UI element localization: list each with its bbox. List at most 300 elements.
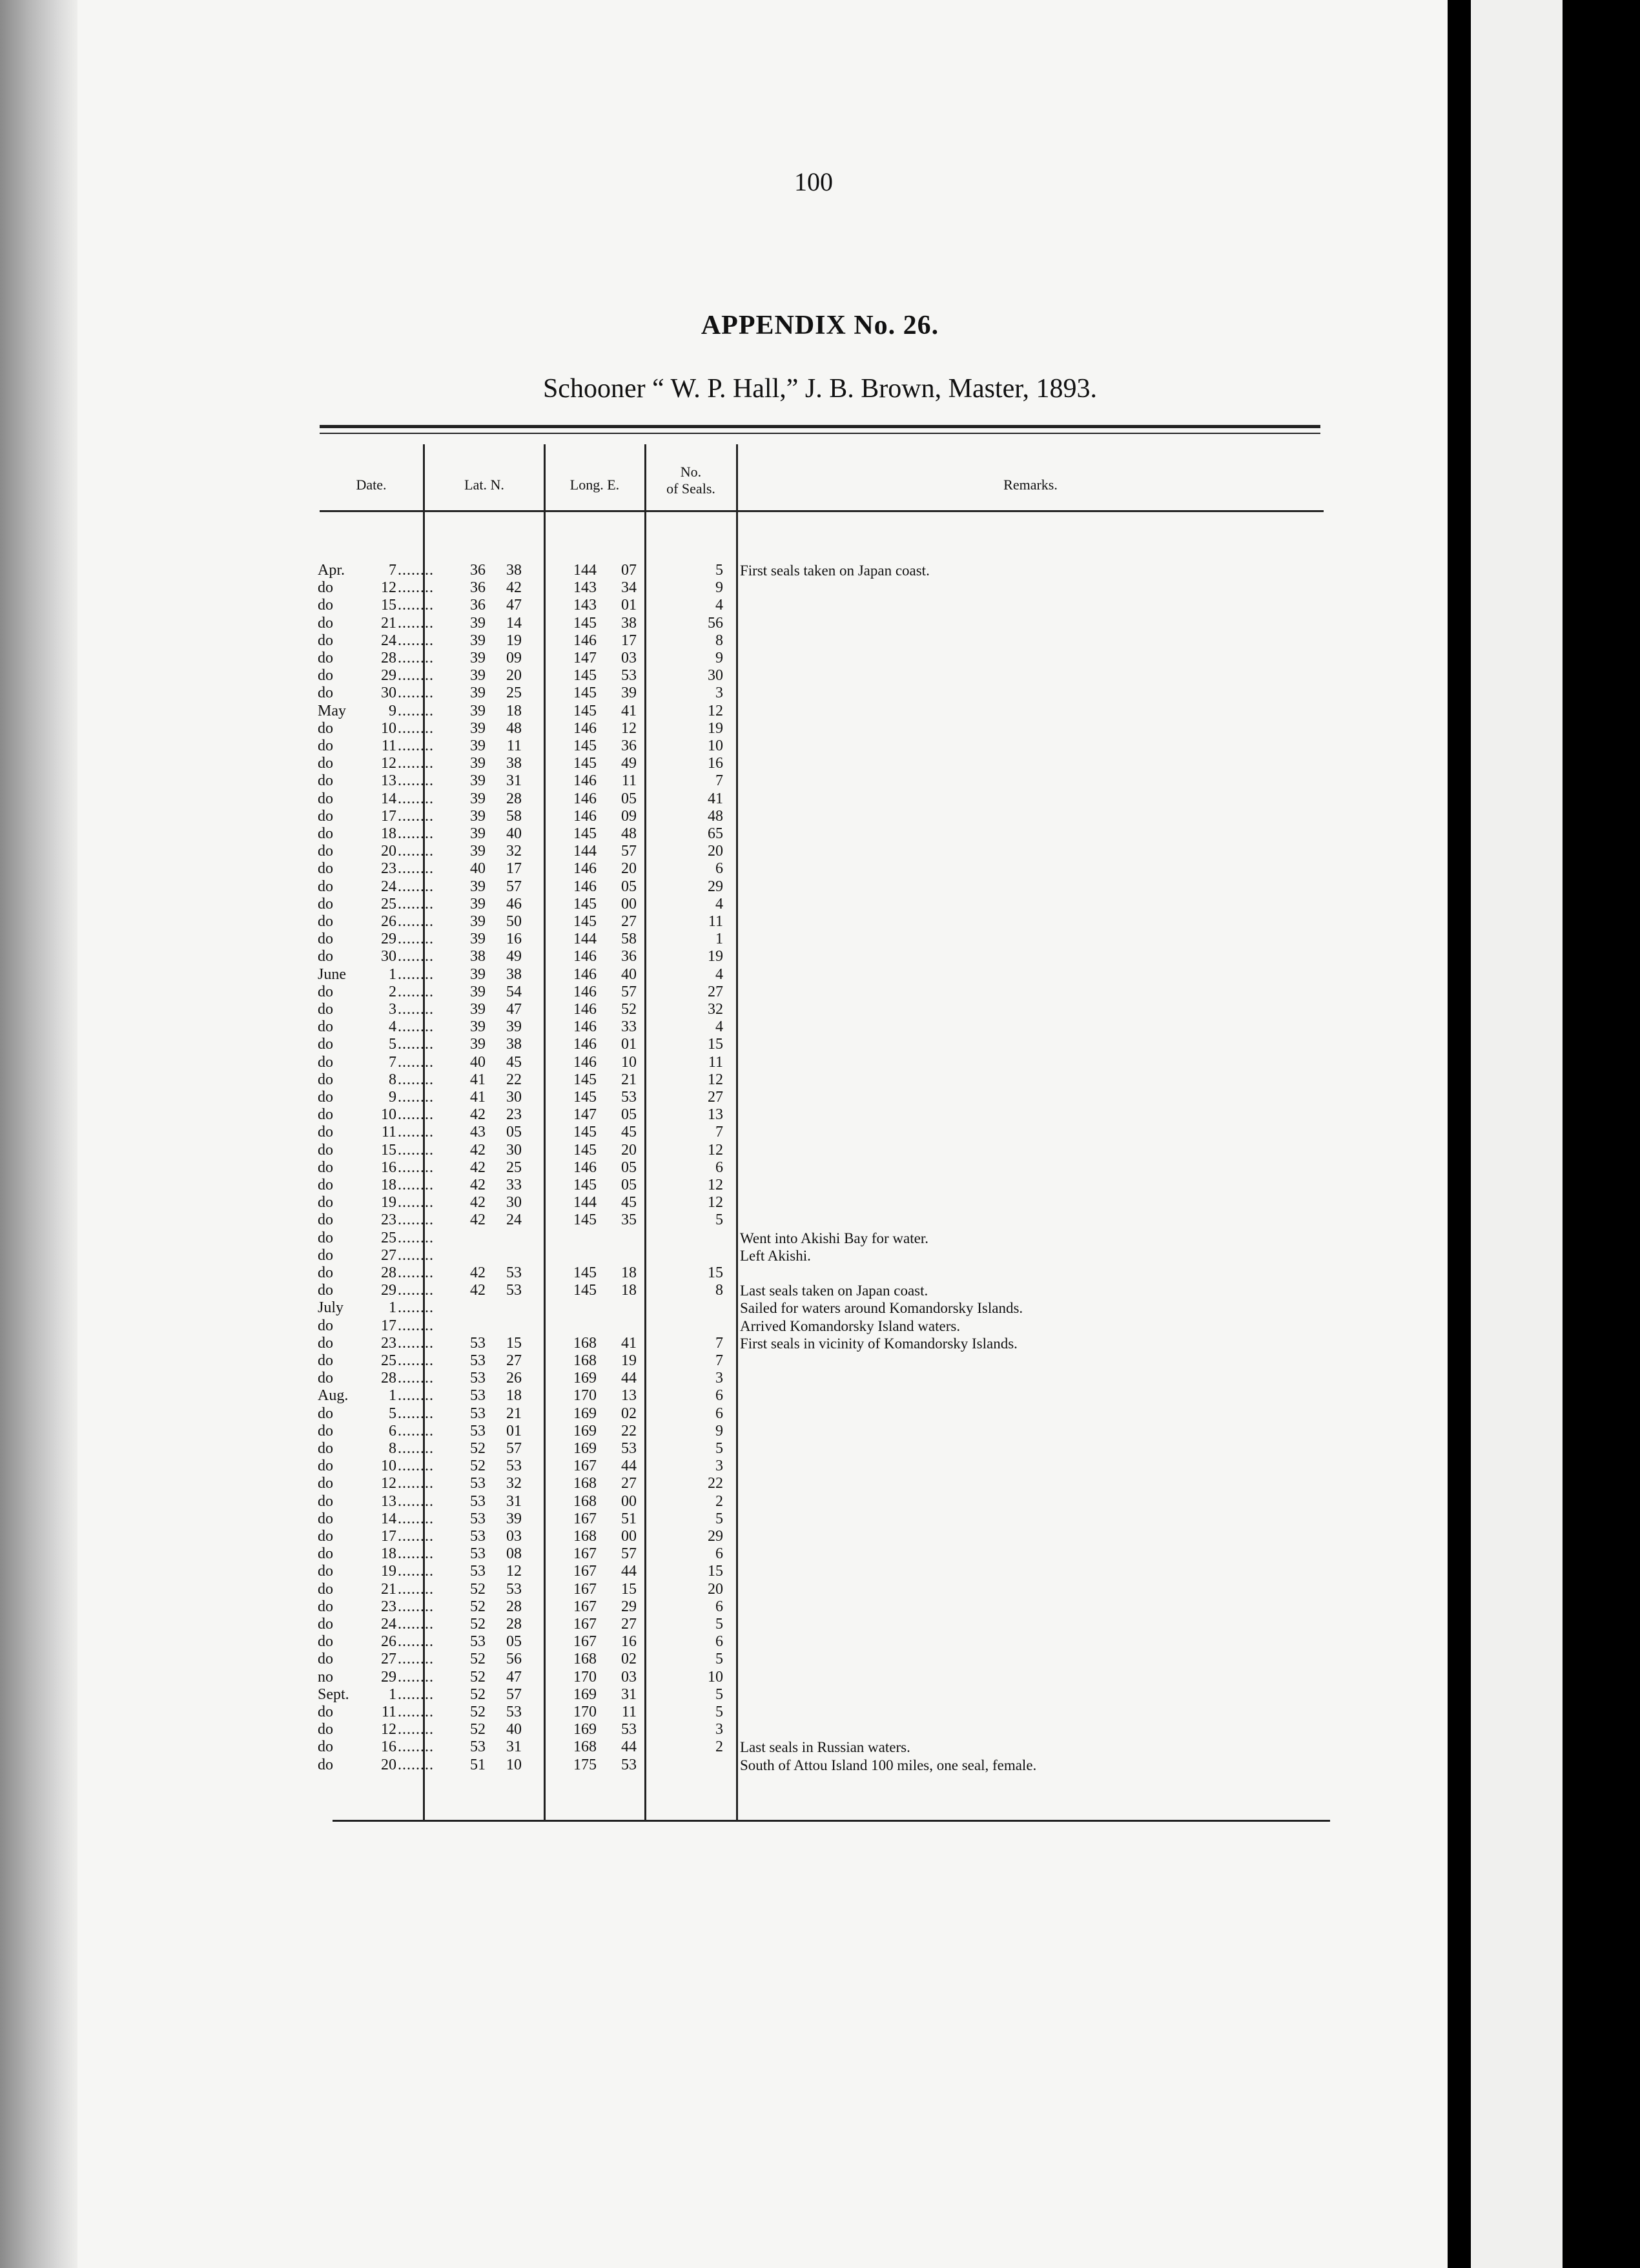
row-leader: ........ — [398, 1598, 434, 1615]
row-lat-min: 42 — [506, 579, 522, 597]
row-lat-min: 25 — [506, 1159, 522, 1176]
table-row — [0, 843, 1356, 860]
row-day: 12 — [381, 755, 396, 772]
row-long-min: 12 — [621, 719, 637, 737]
row-day: 25 — [381, 1352, 396, 1369]
row-long-deg: 145 — [573, 895, 597, 912]
row-lat-deg: 52 — [470, 1668, 486, 1686]
row-day: 12 — [381, 579, 396, 597]
top-rule-thick — [320, 425, 1320, 428]
table-row — [0, 1686, 1356, 1704]
table-row — [0, 1194, 1356, 1211]
row-lat-deg: 36 — [470, 562, 486, 579]
table-row — [0, 966, 1356, 984]
row-long-min: 44 — [621, 1370, 637, 1387]
row-lat-deg: 52 — [470, 1440, 486, 1457]
row-lat-deg: 53 — [470, 1334, 486, 1352]
row-lat-min: 57 — [506, 878, 522, 895]
row-leader: ........ — [398, 1370, 434, 1387]
row-month: do — [318, 755, 333, 772]
row-remark: Arrived Komandorsky Island waters. — [740, 1317, 961, 1334]
row-leader: ........ — [398, 948, 434, 965]
row-long-min: 39 — [621, 685, 637, 702]
row-day: 15 — [381, 1141, 396, 1159]
row-long-deg: 169 — [573, 1686, 597, 1703]
row-lat-deg: 43 — [470, 1124, 486, 1141]
row-lat-min: 18 — [506, 702, 522, 719]
row-long-min: 36 — [621, 948, 637, 965]
row-month: do — [318, 597, 333, 614]
row-lat-deg: 39 — [470, 685, 486, 702]
table-row — [0, 1545, 1356, 1563]
row-seals: 65 — [708, 825, 723, 842]
row-seals: 9 — [715, 650, 723, 666]
row-lat-min: 58 — [506, 807, 522, 825]
table-row — [0, 1282, 1356, 1299]
row-month: do — [318, 1018, 333, 1036]
row-lat-min: 10 — [506, 1756, 522, 1773]
row-long-deg: 145 — [573, 1089, 597, 1106]
row-month: do — [318, 1053, 333, 1071]
table-row — [0, 737, 1356, 755]
row-leader: ........ — [398, 667, 434, 685]
row-long-min: 35 — [621, 1211, 637, 1229]
row-lat-deg: 39 — [470, 913, 486, 930]
row-lat-deg: 53 — [470, 1545, 486, 1563]
row-long-min: 02 — [621, 1405, 637, 1422]
row-seals: 7 — [715, 772, 723, 790]
table-row — [0, 984, 1356, 1001]
row-month: do — [318, 1001, 333, 1018]
header-long: Long. E. — [569, 477, 620, 493]
row-long-deg: 146 — [573, 983, 597, 1000]
table-row — [0, 1423, 1356, 1440]
row-leader: ........ — [398, 737, 434, 754]
row-lat-min: 17 — [506, 860, 522, 878]
row-lat-min: 38 — [506, 755, 522, 772]
row-lat-min: 38 — [506, 562, 522, 579]
row-long-deg: 145 — [573, 1282, 597, 1299]
row-long-min: 36 — [621, 737, 637, 754]
row-leader: ........ — [398, 1246, 434, 1264]
table-row — [0, 632, 1356, 650]
row-lat-min: 21 — [506, 1405, 522, 1422]
row-leader: ........ — [398, 685, 434, 702]
row-day: 17 — [381, 1528, 396, 1545]
row-day: 26 — [381, 913, 396, 930]
row-month: do — [318, 1633, 333, 1651]
row-lat-deg: 39 — [470, 632, 486, 649]
row-month: May — [318, 702, 346, 719]
row-lat-deg: 42 — [470, 1211, 486, 1229]
row-lat-min: 30 — [506, 1194, 522, 1211]
row-lat-deg: 41 — [470, 1071, 486, 1088]
row-day: 17 — [381, 807, 396, 825]
row-lat-deg: 41 — [470, 1089, 486, 1106]
row-day: 13 — [381, 772, 396, 790]
row-month: do — [318, 1545, 333, 1563]
row-day: 27 — [381, 1246, 396, 1264]
table-row — [0, 1405, 1356, 1423]
row-lat-deg: 53 — [470, 1738, 486, 1756]
row-leader: ........ — [398, 1229, 434, 1246]
row-long-deg: 169 — [573, 1422, 597, 1439]
row-month: do — [318, 983, 333, 1000]
row-seals: 16 — [708, 755, 723, 772]
table-row — [0, 1704, 1356, 1721]
table-row — [0, 1493, 1356, 1510]
row-long-min: 52 — [621, 1001, 637, 1018]
row-seals: 29 — [708, 1528, 723, 1545]
row-day: 11 — [381, 737, 396, 754]
row-lat-deg: 52 — [470, 1651, 486, 1668]
row-day: 16 — [381, 1159, 396, 1176]
row-leader: ........ — [398, 1668, 434, 1686]
table-row — [0, 1387, 1356, 1405]
table-row — [0, 1036, 1356, 1053]
row-month: June — [318, 965, 346, 983]
row-seals: 3 — [715, 1458, 723, 1475]
row-long-min: 05 — [621, 878, 637, 895]
row-lat-deg: 39 — [470, 1036, 486, 1053]
table-row — [0, 913, 1356, 931]
row-long-min: 49 — [621, 755, 637, 772]
row-month: do — [318, 1598, 333, 1615]
row-month: do — [318, 1352, 333, 1369]
row-long-min: 18 — [621, 1282, 637, 1299]
row-long-min: 13 — [621, 1387, 637, 1405]
row-lat-min: 45 — [506, 1053, 522, 1071]
row-lat-min: 30 — [506, 1141, 522, 1159]
row-day: 11 — [381, 1124, 396, 1141]
table-row — [0, 1299, 1356, 1317]
row-month: do — [318, 1124, 333, 1141]
row-month: do — [318, 685, 333, 702]
row-month: do — [318, 1334, 333, 1352]
row-lat-min: 53 — [506, 1264, 522, 1281]
row-leader: ........ — [398, 1440, 434, 1457]
row-long-min: 40 — [621, 965, 637, 983]
row-lat-deg: 53 — [470, 1405, 486, 1422]
row-month: do — [318, 807, 333, 825]
row-lat-min: 27 — [506, 1352, 522, 1369]
row-leader: ........ — [398, 895, 434, 912]
row-seals: 8 — [715, 1282, 723, 1299]
row-long-min: 53 — [621, 1440, 637, 1457]
row-leader: ........ — [398, 719, 434, 737]
row-long-min: 05 — [621, 790, 637, 807]
row-long-deg: 175 — [573, 1756, 597, 1773]
row-lat-deg: 53 — [470, 1387, 486, 1405]
row-long-deg: 143 — [573, 597, 597, 614]
row-month: do — [318, 1475, 333, 1492]
table-row — [0, 1335, 1356, 1352]
row-month: do — [318, 1580, 333, 1598]
row-seals: 1 — [715, 931, 723, 948]
row-day: 10 — [381, 719, 396, 737]
table-row — [0, 1721, 1356, 1738]
row-seals: 6 — [715, 1545, 723, 1563]
row-lat-deg: 39 — [470, 807, 486, 825]
row-leader: ........ — [398, 1159, 434, 1176]
row-long-deg: 145 — [573, 1141, 597, 1159]
row-lat-min: 39 — [506, 1510, 522, 1527]
row-remark: Sailed for waters around Komandorsky Islands. — [740, 1300, 1023, 1317]
row-leader: ........ — [398, 1563, 434, 1580]
header-date: Date. — [356, 477, 387, 493]
row-day: 26 — [381, 1633, 396, 1651]
row-long-deg: 168 — [573, 1738, 597, 1756]
row-leader: ........ — [398, 1738, 434, 1756]
row-seals: 48 — [708, 807, 723, 825]
row-lat-deg: 53 — [470, 1633, 486, 1651]
row-long-min: 00 — [621, 1492, 637, 1510]
row-month: do — [318, 948, 333, 965]
table-row — [0, 1352, 1356, 1370]
row-month: do — [318, 1246, 333, 1264]
row-leader: ........ — [398, 1089, 434, 1106]
row-lat-deg: 36 — [470, 579, 486, 597]
row-month: do — [318, 1211, 333, 1229]
row-seals: 27 — [708, 983, 723, 1000]
row-long-min: 58 — [621, 931, 637, 948]
row-lat-deg: 42 — [470, 1264, 486, 1281]
row-seals: 3 — [715, 685, 723, 702]
row-long-deg: 146 — [573, 1036, 597, 1053]
row-leader: ........ — [398, 1492, 434, 1510]
table-row — [0, 1458, 1356, 1475]
row-day: 20 — [381, 1756, 396, 1773]
row-leader: ........ — [398, 878, 434, 895]
row-long-deg: 145 — [573, 755, 597, 772]
row-leader: ........ — [398, 1071, 434, 1088]
row-month: do — [318, 825, 333, 842]
row-long-deg: 168 — [573, 1651, 597, 1668]
row-long-min: 53 — [621, 1756, 637, 1773]
table-row — [0, 685, 1356, 702]
row-leader: ........ — [398, 1580, 434, 1598]
table-row — [0, 1440, 1356, 1458]
row-lat-deg: 40 — [470, 1053, 486, 1071]
row-long-min: 15 — [621, 1580, 637, 1598]
row-month: do — [318, 1194, 333, 1211]
row-lat-min: 05 — [506, 1124, 522, 1141]
row-day: 7 — [389, 1053, 396, 1071]
row-seals: 10 — [708, 737, 723, 754]
row-day: 12 — [381, 1721, 396, 1738]
row-seals: 5 — [715, 1616, 723, 1633]
header-lat: Lat. N. — [464, 477, 504, 493]
row-day: 29 — [381, 1668, 396, 1686]
row-long-min: 03 — [621, 650, 637, 666]
table-row — [0, 579, 1356, 597]
row-month: do — [318, 1141, 333, 1159]
row-lat-deg: 42 — [470, 1177, 486, 1193]
row-lat-min: 40 — [506, 1721, 522, 1738]
row-lat-min: 40 — [506, 825, 522, 842]
row-long-min: 20 — [621, 1141, 637, 1159]
row-long-deg: 145 — [573, 1177, 597, 1193]
row-day: 14 — [381, 1510, 396, 1527]
row-day: 28 — [381, 1264, 396, 1281]
table-row — [0, 1510, 1356, 1528]
row-day: 24 — [381, 878, 396, 895]
table-row — [0, 790, 1356, 808]
row-long-deg: 170 — [573, 1387, 597, 1405]
row-leader: ........ — [398, 807, 434, 825]
row-lat-min: 01 — [506, 1422, 522, 1439]
row-month: do — [318, 1440, 333, 1457]
row-lat-min: 31 — [506, 772, 522, 790]
row-day: 23 — [381, 1598, 396, 1615]
row-long-deg: 145 — [573, 614, 597, 632]
row-lat-deg: 39 — [470, 719, 486, 737]
row-lat-deg: 39 — [470, 667, 486, 685]
row-seals: 56 — [708, 614, 723, 632]
row-long-deg: 145 — [573, 685, 597, 702]
row-day: 24 — [381, 1616, 396, 1633]
row-long-deg: 145 — [573, 1264, 597, 1281]
table-subtitle: Schooner “ W. P. Hall,” J. B. Brown, Master, 1893. — [542, 374, 1098, 404]
row-day: 2 — [389, 983, 396, 1000]
row-leader: ........ — [398, 1018, 434, 1036]
row-lat-deg: 42 — [470, 1159, 486, 1176]
row-lat-deg: 39 — [470, 895, 486, 912]
row-long-deg: 143 — [573, 579, 597, 597]
page-number: 100 — [794, 167, 833, 196]
row-long-deg: 167 — [573, 1510, 597, 1527]
row-lat-min: 38 — [506, 1036, 522, 1053]
row-lat-min: 57 — [506, 1440, 522, 1457]
row-lat-deg: 40 — [470, 860, 486, 878]
row-lat-min: 53 — [506, 1580, 522, 1598]
row-seals: 4 — [715, 895, 723, 912]
row-day: 1 — [389, 1299, 396, 1317]
row-long-min: 53 — [621, 1721, 637, 1738]
row-long-min: 05 — [621, 1159, 637, 1176]
row-long-deg: 167 — [573, 1598, 597, 1615]
row-leader: ........ — [398, 1106, 434, 1124]
table-row — [0, 667, 1356, 685]
row-long-deg: 167 — [573, 1580, 597, 1598]
row-long-deg: 169 — [573, 1370, 597, 1387]
row-lat-deg: 39 — [470, 983, 486, 1000]
row-day: 24 — [381, 632, 396, 649]
row-month: do — [318, 1738, 333, 1756]
table-row — [0, 1563, 1356, 1580]
row-lat-deg: 52 — [470, 1458, 486, 1475]
table-row — [0, 772, 1356, 790]
row-seals: 12 — [708, 1071, 723, 1088]
row-day: 19 — [381, 1563, 396, 1580]
row-long-deg: 146 — [573, 790, 597, 807]
row-leader: ........ — [398, 931, 434, 948]
table-row — [0, 896, 1356, 913]
row-day: 18 — [381, 825, 396, 842]
row-month: do — [318, 790, 333, 807]
row-lat-deg: 52 — [470, 1704, 486, 1720]
table-row — [0, 1475, 1356, 1492]
row-day: 10 — [381, 1458, 396, 1475]
row-lat-min: 53 — [506, 1704, 522, 1720]
row-lat-deg: 39 — [470, 825, 486, 842]
row-remark: Last seals taken on Japan coast. — [740, 1283, 928, 1299]
row-lat-deg: 51 — [470, 1756, 486, 1773]
row-day: 8 — [389, 1071, 396, 1088]
row-seals: 5 — [715, 1704, 723, 1720]
row-leader: ........ — [398, 843, 434, 860]
row-day: 17 — [381, 1317, 396, 1334]
row-remark: Left Akishi. — [740, 1247, 811, 1264]
row-seals: 3 — [715, 1370, 723, 1387]
row-day: 5 — [389, 1036, 396, 1053]
row-leader: ........ — [398, 1686, 434, 1703]
row-month: Aug. — [318, 1387, 349, 1405]
row-seals: 6 — [715, 1387, 723, 1405]
row-remark: First seals in vicinity of Komandorsky Islands. — [740, 1335, 1018, 1352]
row-lat-min: 23 — [506, 1106, 522, 1124]
row-lat-deg: 39 — [470, 965, 486, 983]
row-long-deg: 146 — [573, 948, 597, 965]
row-long-min: 17 — [621, 632, 637, 649]
row-lat-deg: 42 — [470, 1282, 486, 1299]
row-lat-deg: 39 — [470, 843, 486, 860]
row-lat-deg: 53 — [470, 1352, 486, 1369]
row-lat-deg: 39 — [470, 772, 486, 790]
row-month: do — [318, 1177, 333, 1193]
table-row — [0, 1651, 1356, 1668]
row-month: do — [318, 913, 333, 930]
row-long-min: 22 — [621, 1422, 637, 1439]
table-row — [0, 1633, 1356, 1651]
row-seals: 10 — [708, 1668, 723, 1686]
row-lat-min: 26 — [506, 1370, 522, 1387]
row-long-min: 29 — [621, 1598, 637, 1615]
row-long-min: 44 — [621, 1563, 637, 1580]
row-lat-min: 18 — [506, 1387, 522, 1405]
row-long-min: 00 — [621, 895, 637, 912]
row-leader: ........ — [398, 1001, 434, 1018]
row-long-deg: 168 — [573, 1352, 597, 1369]
row-long-min: 02 — [621, 1651, 637, 1668]
row-lat-deg: 39 — [470, 737, 486, 754]
table-row — [0, 1247, 1356, 1264]
row-lat-deg: 39 — [470, 878, 486, 895]
row-seals: 15 — [708, 1563, 723, 1580]
row-lat-min: 38 — [506, 965, 522, 983]
row-leader: ........ — [398, 1264, 434, 1281]
row-long-min: 33 — [621, 1018, 637, 1036]
row-long-deg: 167 — [573, 1616, 597, 1633]
row-leader: ........ — [398, 1177, 434, 1193]
row-long-min: 00 — [621, 1528, 637, 1545]
row-month: do — [318, 1071, 333, 1088]
row-day: 18 — [381, 1545, 396, 1563]
row-long-deg: 167 — [573, 1458, 597, 1475]
row-lat-deg: 53 — [470, 1492, 486, 1510]
row-seals: 29 — [708, 878, 723, 895]
row-long-deg: 170 — [573, 1668, 597, 1686]
row-remark: Last seals in Russian waters. — [740, 1739, 910, 1756]
row-long-min: 51 — [621, 1510, 637, 1527]
row-long-min: 57 — [621, 843, 637, 860]
row-leader: ........ — [398, 650, 434, 666]
row-seals: 3 — [715, 1721, 723, 1738]
row-long-deg: 167 — [573, 1633, 597, 1651]
table-row — [0, 931, 1356, 948]
row-remark: South of Attou Island 100 miles, one seal, female. — [740, 1757, 1037, 1773]
row-lat-min: 47 — [506, 1001, 522, 1018]
